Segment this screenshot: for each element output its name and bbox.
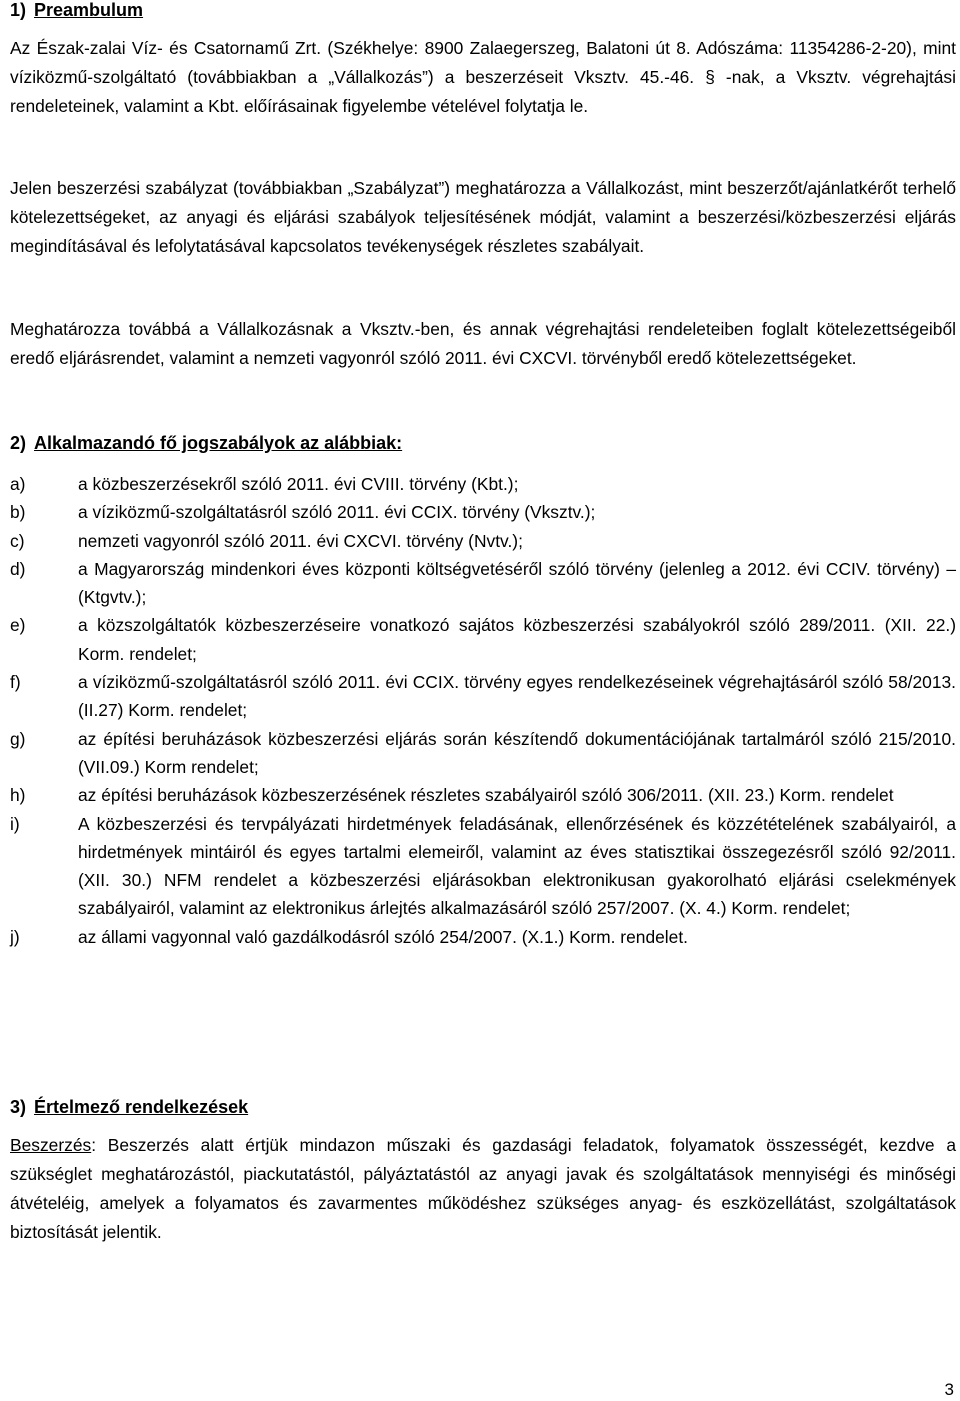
- section-heading-definitions: [10, 1096, 248, 1118]
- preamble-paragraph-3: Meghatározza továbbá a Vállalkozásnak a Vksztv.-ben, és annak végrehajtási rendeleteiben foglalt kötelezettségeiből eredő eljárásrendet, valamint a nemzeti vagyonról szóló 2011. évi CXCVI. törvényből eredő kötelezettségeket.: [10, 319, 956, 368]
- list-item-text: a Magyarország mindenkori éves központi költségvetéséről szóló törvény (jelenleg a 2012. évi CCIV. törvény) – (Ktgvtv.);: [78, 558, 956, 608]
- list-item: [10, 527, 956, 555]
- section-number: 2): [10, 433, 27, 453]
- list-item: [10, 725, 956, 782]
- list-marker: i): [10, 813, 20, 834]
- section-title: Értelmező rendelkezések: [34, 1097, 249, 1117]
- list-marker: c): [10, 530, 25, 551]
- list-item: [10, 555, 956, 612]
- list-item: [10, 498, 956, 526]
- list-item-text: az építési beruházások közbeszerzésének részletes szabályairól szóló 306/2011. (XII. 23.) Korm. rendelet: [78, 785, 894, 806]
- list-marker: j): [10, 926, 20, 947]
- list-item: [10, 781, 956, 809]
- list-item-text: a közszolgáltatók közbeszerzéseire vonatkozó sajátos közbeszerzési szabályokról szóló 289/2011. (XII. 22.) Korm. rendelet;: [78, 615, 956, 664]
- list-marker: a): [10, 474, 26, 494]
- list-item-text: a víziközmű-szolgáltatásról szóló 2011. évi CCIX. törvény egyes rendelkezéseinek végrehajtásáról szóló 58/2013. (II.27) Korm. rendelet;: [78, 672, 956, 721]
- list-item-text: az állami vagyonnal való gazdálkodásról szóló 254/2007. (X.1.) Korm. rendelet.: [78, 926, 688, 947]
- list-marker: g): [10, 728, 26, 749]
- defined-term: Beszerzés: [10, 1135, 92, 1155]
- list-item-text: a víziközmű-szolgáltatásról szóló 2011. évi CCIX. törvény (Vksztv.);: [78, 502, 596, 523]
- section-title: Preambulum: [34, 0, 144, 20]
- list-marker: f): [10, 672, 21, 693]
- definition-paragraph: [10, 1131, 956, 1247]
- section-heading-laws: [10, 432, 402, 454]
- section-number: 1): [10, 0, 27, 20]
- page-number: 3: [944, 1380, 954, 1399]
- definition-text: : Beszerzés alatt értjük mindazon műszaki és gazdasági feladatok, folyamatok összességét, kezdve a szükséglet meghatározástól, piackutatástól, pályáztatástól az anyagi javak és szolgáltatások mennyiségi és minőségi átvételéig, amelyek a folyamatos és zavarmentes működéshez szükséges anyag- és eszközellátást, szolgáltatások biztosítását jelentik.: [10, 1135, 956, 1242]
- preamble-paragraph-2: Jelen beszerzési szabályzat (továbbiakban „Szabályzat”) meghatározza a Vállalkozást, mint beszerzőt/ajánlatkérőt terhelő kötelezettségeket, az anyagi és eljárási szabályok teljesítésének módját, valamint a beszerzési/közbeszerzési eljárás megindításával és lefolytatásával kapcsolatos tevékenységek részletes szabályait.: [10, 178, 956, 256]
- list-item-text: a közbeszerzésekről szóló 2011. évi CVIII. törvény (Kbt.);: [78, 474, 519, 494]
- list-marker: b): [10, 502, 26, 523]
- list-marker: h): [10, 785, 26, 806]
- section-title: Alkalmazandó fő jogszabályok az alábbiak:: [34, 433, 403, 453]
- section-heading-preambulum: [10, 0, 143, 21]
- list-item: [10, 611, 956, 668]
- list-item-text: az építési beruházások közbeszerzési eljárás során készítendő dokumentációjának tartalmáról szóló 215/2010. (VII.09.) Korm rendelet;: [78, 728, 956, 777]
- list-item: [10, 668, 956, 725]
- section-number: 3): [10, 1097, 27, 1117]
- list-item: [10, 923, 956, 951]
- list-item: [10, 810, 956, 923]
- preamble-paragraph-1: Az Észak-zalai Víz- és Csatornamű Zrt. (Székhelye: 8900 Zalaegerszeg, Balatoni út 8. Adószáma: 11354286-2-20), mint víziközmű-szolgáltató (továbbiakban a „Vállalkozás”) a beszerzéseit Vksztv. 45.-46. § -nak, a Vksztv. végrehajtási rendeleteinek, valamint a Kbt. előírásainak figyelembe vételével folytatja le.: [10, 38, 956, 116]
- list-item: [10, 470, 956, 498]
- list-item-text: A közbeszerzési és tervpályázati hirdetmények feladásának, ellenőrzésének és közzétételének szabályairól, a hirdetmények mintáiról és egyes tartalmi elemeiről, valamint az éves statisztikai összegezésről szóló 92/2011. (XII. 30.) NFM rendelet a közbeszerzési eljárásokban elektronikusan gyakorolható eljárási cselekmények szabályairól, valamint az elektronikus árlejtés alkalmazásáról szóló 257/2007. (X. 4.) Korm. rendelet;: [78, 813, 956, 919]
- list-marker: d): [10, 558, 26, 579]
- laws-list: [10, 470, 956, 951]
- list-marker: e): [10, 615, 26, 636]
- list-item-text: nemzeti vagyonról szóló 2011. évi CXCVI. törvény (Nvtv.);: [78, 530, 523, 551]
